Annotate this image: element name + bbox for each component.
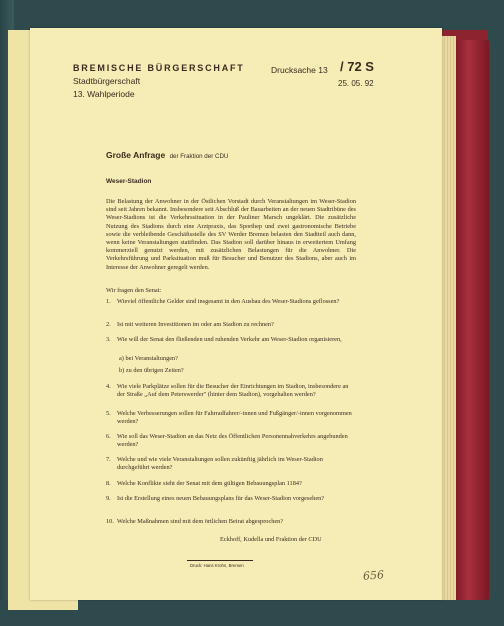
title-sub: der Fraktion der CDU [169, 153, 229, 160]
sub-item-a: a) bei Veranstaltungen? [119, 355, 178, 362]
document-page [30, 28, 442, 600]
question-text: Wieviel öffentliche Gelder sind insgesamt in den Ausbau des Weser-Stadions geflossen? [117, 298, 340, 305]
question-number: 5. [106, 410, 111, 417]
org-name: BREMISCHE BÜRGERSCHAFT [73, 63, 245, 73]
print-note-rule [187, 560, 253, 561]
question-item [106, 321, 356, 329]
question-number: 2. [106, 321, 111, 328]
question-item [106, 456, 356, 472]
question-number: 3. [106, 336, 111, 343]
ask-line: Wir fragen den Senat: [106, 287, 162, 294]
signature: Eckhoff, Kudella und Fraktion der CDU [220, 536, 322, 543]
question-number: 9. [106, 495, 111, 502]
question-number: 1. [106, 298, 111, 305]
question-item [106, 433, 356, 449]
question-text: Welche Maßnahmen sind mit dem örtlichen Beirat abgesprochen? [117, 518, 284, 525]
question-text: Welche Konflikte sieht der Senat mit dem gültigen Bebauungsplan 1184? [117, 480, 302, 487]
sub-item-b: b) zu den übrigen Zeiten? [119, 367, 184, 374]
question-text: Welche und wie viele Veranstaltungen sollen zukünftig jährlich im Weser-Stadion durchgeführt werden? [117, 456, 323, 472]
question-item [106, 336, 356, 344]
question-text: Welche Verbesserungen sollen für Fahrradfahrer/-innen und Fußgänger/-innen vorgenommen werden? [117, 410, 352, 426]
question-text: Wie soll das Weser-Stadion an das Netz des Öffentlichen Personennahverkehrs angebunden werden? [117, 433, 348, 449]
question-item [106, 495, 356, 503]
question-item [106, 383, 356, 399]
question-item [106, 518, 356, 526]
doc-number: / 72 S [340, 59, 374, 74]
question-number: 4. [106, 383, 111, 390]
question-item [106, 298, 356, 306]
question-text: Wie will der Senat den fließenden und ruhenden Verkehr am Weser-Stadion organisieren, [117, 336, 342, 343]
org-subtitle: Stadtbürgerschaft [73, 76, 141, 86]
body-paragraph: Die Belastung der Anwohner in der Östlichen Vorstadt durch Veranstaltungen im Weser-Stadion sind seit Jahren bekannt. Insbesondere seit Abschluß der Bauarbeiten an der neuen Stadtribüne des Weser-Stadions ist die Verkehrssituation in der Pauliner Marsch ungeklärt. Die zusätzliche Nutzung des Stadions durch eine Arztpraxis, das Sporthep und zwei gastronomische Betriebe sowie die verbleibende Geschäftsstelle des SV Werder Bremen belasten den Stadtteil auch dann, wenn keine Veranstaltungen stattfinden. Das Stadion soll darüber hinaus in erweitertem Umfang kommerziell genutzt werden, mit zusätzlichen Belastungen für die Anwohner. Die Verkehrsführung und Parksituation muß für Besucher und Benutzer des Stadions, aber auch im Interesse der Anwohner geregelt werden. [106, 198, 356, 271]
question-text: Wie viele Parkplätze sollen für die Besucher der Einrichtungen im Stadion, insbesondere an der Straße „Auf dem Peterswerder" (hinter dem Stadion), vorgehalten werden? [117, 383, 349, 399]
doc-label: Drucksache 13 [271, 65, 328, 75]
title-main: Große Anfrage [106, 150, 166, 160]
question-number: 7. [106, 456, 111, 463]
question-text: Ist die Erstellung eines neuen Bebauungsplans für das Weser-Stadion vorgesehen? [117, 495, 325, 502]
book-binding [455, 40, 489, 600]
question-number: 10. [106, 518, 114, 525]
legislative-period: 13. Wahlperiode [73, 89, 135, 99]
handwritten-page-number: 656 [362, 568, 385, 583]
doc-date: 25. 05. 92 [338, 79, 374, 88]
question-item [106, 480, 356, 488]
subject: Weser-Stadion [106, 178, 152, 185]
doc-title [106, 150, 228, 160]
question-item [106, 410, 356, 426]
question-number: 6. [106, 433, 111, 440]
question-text: Ist mit weiteren Investitionen im oder am Stadion zu rechnen? [117, 321, 274, 328]
question-number: 8. [106, 480, 111, 487]
print-note: Druck: Hans Krohn, Bremen [190, 563, 244, 568]
